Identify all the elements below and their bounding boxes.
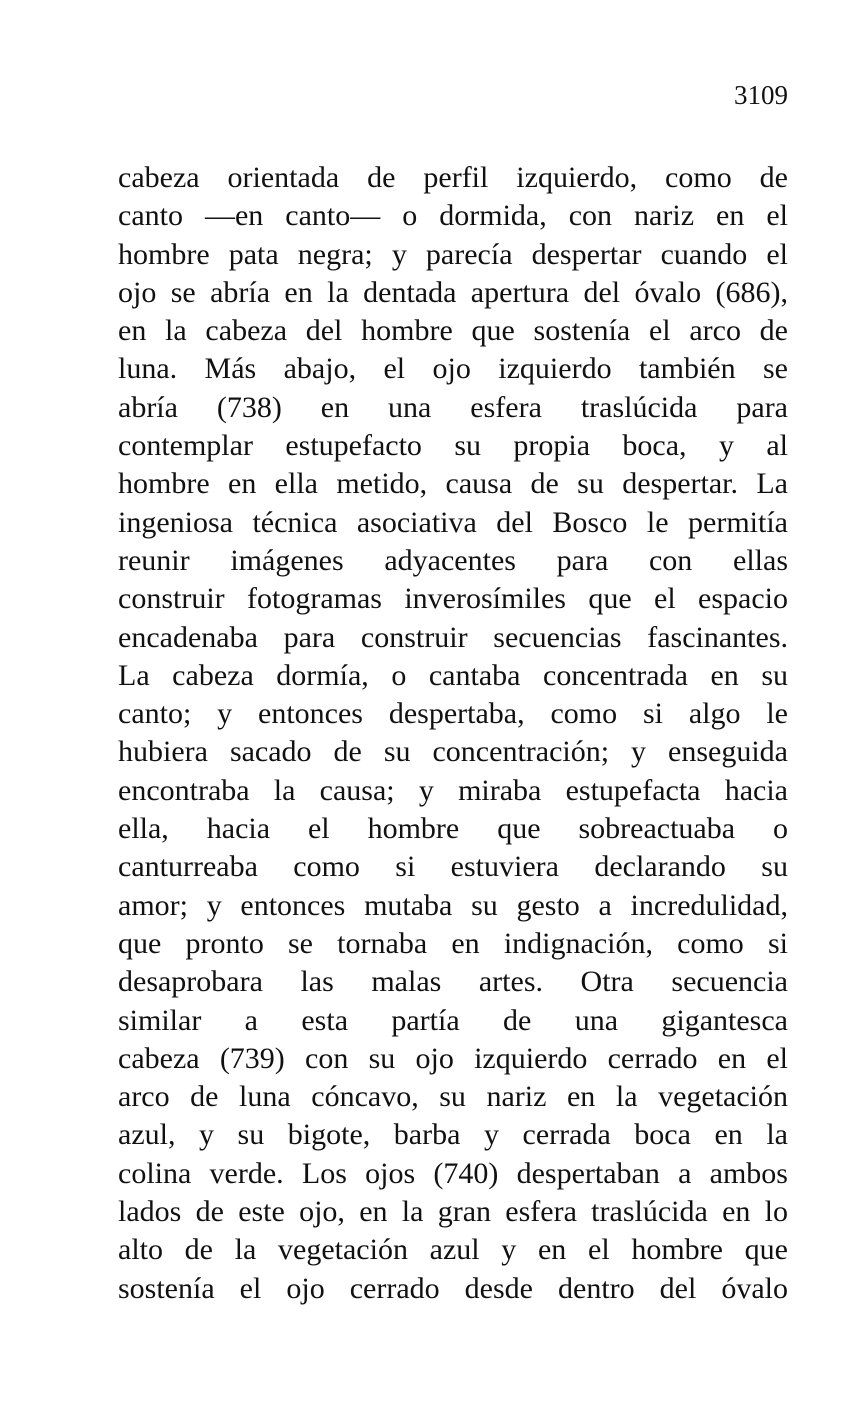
page-number: 3109 [734, 80, 788, 110]
text-line: en la cabeza del hombre que sostenía el arco de [118, 314, 788, 348]
text-line: lados de este ojo, en la gran esfera traslúcida en lo [118, 1195, 788, 1229]
text-line: amor; y entonces mutaba su gesto a incredulidad, [118, 888, 788, 922]
text-line: colina verde. Los ojos (740) despertaban a ambos [118, 1156, 788, 1190]
text-line: sostenía el ojo cerrado desde dentro del óvalo [118, 1271, 788, 1305]
text-line: cabeza (739) con su ojo izquierdo cerrado en el [118, 1041, 788, 1075]
text-line: que pronto se tornaba en indignación, como si [118, 926, 788, 960]
text-line: La cabeza dormía, o cantaba concentrada en su [118, 658, 788, 692]
body-text [118, 159, 788, 1308]
text-line: similar a esta partía de una gigantesca [118, 1003, 788, 1037]
text-line: ella, hacia el hombre que sobreactuaba o [118, 812, 788, 846]
text-line: ingeniosa técnica asociativa del Bosco le permitía [118, 505, 788, 539]
text-line: azul, y su bigote, barba y cerrada boca en la [118, 1118, 788, 1152]
text-line: hubiera sacado de su concentración; y enseguida [118, 735, 788, 769]
text-line: contemplar estupefacto su propia boca, y al [118, 429, 788, 463]
text-line: desaprobara las malas artes. Otra secuencia [118, 965, 788, 999]
text-line: abría (738) en una esfera traslúcida para [118, 390, 788, 424]
text-line: canto; y entonces despertaba, como si algo le [118, 697, 788, 731]
text-line: hombre en ella metido, causa de su despertar. La [118, 467, 788, 501]
text-line: canto —en canto— o dormida, con nariz en el [118, 199, 788, 233]
text-line: reunir imágenes adyacentes para con ellas [118, 543, 788, 577]
text-line: construir fotogramas inverosímiles que el espacio [118, 582, 788, 616]
text-line: luna. Más abajo, el ojo izquierdo también se [118, 352, 788, 386]
text-line: encadenaba para construir secuencias fascinantes. [118, 620, 788, 654]
text-line: cabeza orientada de perfil izquierdo, como de [118, 161, 788, 194]
text-line: encontraba la causa; y miraba estupefacta hacia [118, 773, 788, 807]
text-line: arco de luna cóncavo, su nariz en la vegetación [118, 1080, 788, 1114]
text-line: canturreaba como si estuviera declarando su [118, 850, 788, 884]
text-line: alto de la vegetación azul y en el hombre que [118, 1233, 788, 1267]
text-line: hombre pata negra; y parecía despertar cuando el [118, 237, 788, 271]
text-line: ojo se abría en la dentada apertura del óvalo (686), [118, 275, 788, 309]
